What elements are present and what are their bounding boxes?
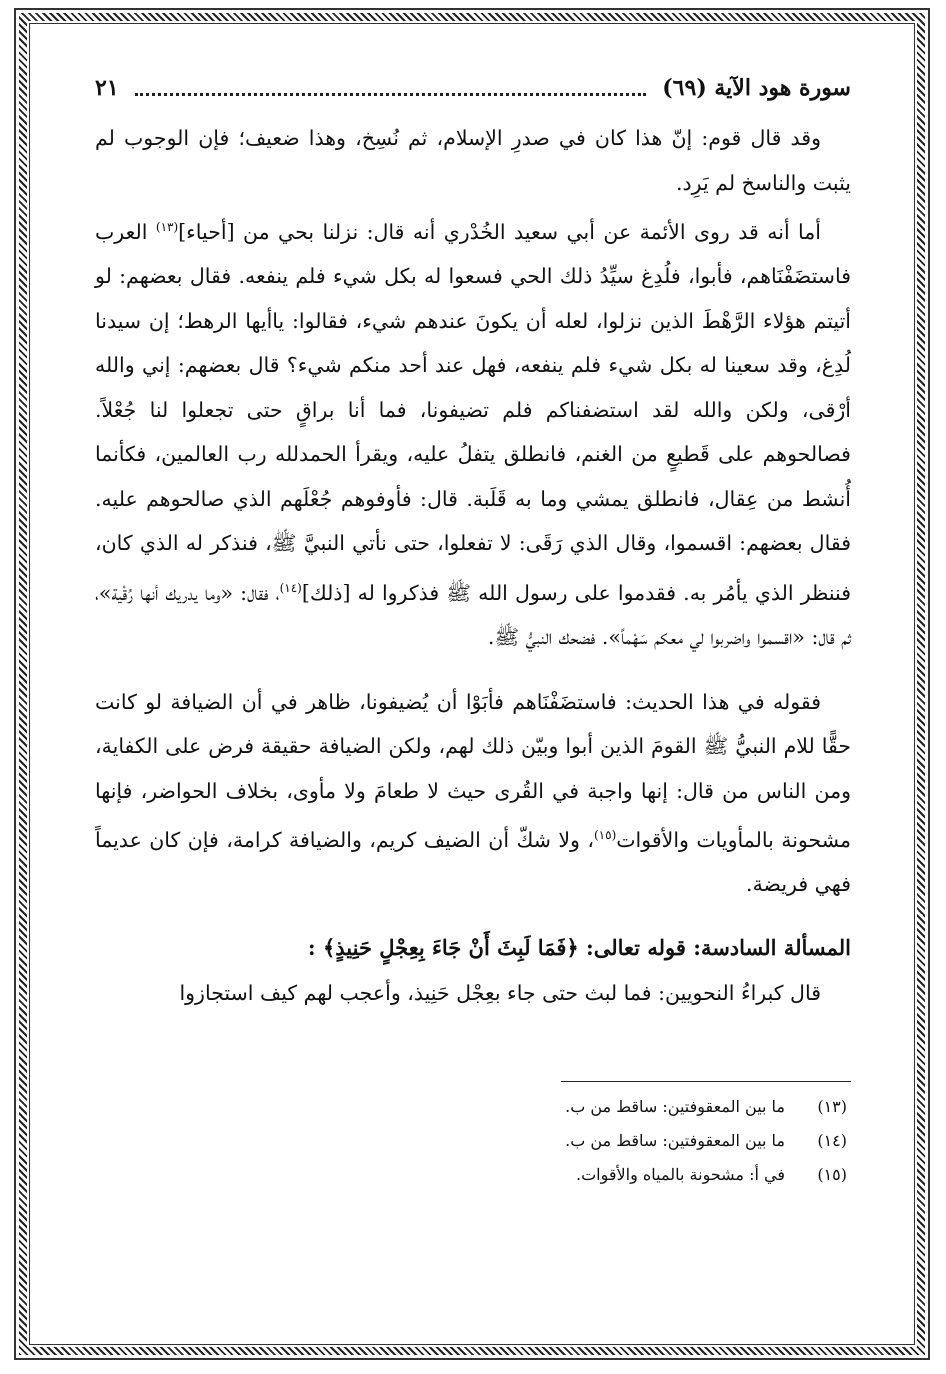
paragraph-2-part-1: أما أنه قد روى الأئمة عن أبي سعيد الخُدْري أنه قال: نزلنا بحي من [أحياء] — [178, 219, 821, 244]
footnote-item — [95, 1124, 851, 1158]
footnote-ref-13[interactable]: (١٣) — [155, 220, 179, 234]
running-title: سورة هود الآية (٦٩) — [662, 75, 851, 101]
footnote-number: (١٤) — [817, 1131, 847, 1151]
footnote-text: في أ: مشحونة بالمياه والأقوات. — [576, 1165, 785, 1185]
footnote-ref-14[interactable]: (١٤) — [279, 580, 302, 595]
footnote-text: ما بين المعقوفتين: ساقط من ب. — [565, 1097, 785, 1117]
page-content — [95, 60, 851, 1192]
quran-verse: ﴿فَمَا لَبِثَ أَنْ جَاءَ بِعِجْلٍ حَنِيذٍ﴾ — [322, 934, 579, 960]
body-text — [95, 116, 851, 1015]
paragraph-4: قال كبراءُ النحويين: فما لبث حتى جاء بعِجْل حَنِيذ، وأعجب لهم كيف استجازوا — [179, 980, 821, 1005]
footnotes — [95, 1090, 851, 1192]
section-heading-colon: : — [307, 934, 316, 960]
page-number: ٢١ — [95, 75, 119, 101]
paragraph-2-part-3: ، فقال: «وما يدريك أنها رُقْية»، ثم قال: «اقسموا واضربوا لي معكم سَهْماً». فضحك النبيُّ ﷺ. — [95, 580, 851, 650]
paragraph-1: وقد قال قوم: إنّ هذا كان في صدرِ الإسلام، ثم نُسِخ، وهذا ضعيف؛ فإن الوجوب لم يثبت والناسخ لم يَرِد. — [95, 126, 851, 195]
footnote-number: (١٥) — [817, 1165, 847, 1185]
section-label: المسألة السادسة: قوله تعالى: — [586, 934, 851, 960]
footnote-item — [95, 1158, 851, 1192]
paragraph-3-part-2: ، ولا شكّ أن الضيف كريم، والضيافة كرامة، فإن كان عديماً فهي فريضة. — [95, 827, 851, 897]
running-header — [95, 60, 851, 116]
footnote-text: ما بين المعقوفتين: ساقط من ب. — [565, 1131, 785, 1151]
footnote-ref-15[interactable]: (١٥) — [593, 828, 617, 843]
paragraph-2 — [95, 205, 851, 660]
section-heading — [95, 925, 851, 971]
paragraph-2-part-2: العرب فاستضَفْنَاهم، فأبوا، فلُدِغ سيِّدُ ذلك الحي فسعوا له بكل شيء فلم ينفعه. فقال بعضهم: لو أتيتم هؤلاء الرَّهْطَ الذين نزلوا، لعله أن يكونَ عندهم شيء، فقالوا: ياأيها الرهط؛ إن سيدنا لُدِغ، وقد سعينا له بكل شيء فلم ينفعه، فهل عند أحد منكم شيء؟ قال بعضهم: إني والله أرْقى، ولكن والله لقد استضفناكم فلم تضيفونا، فما أنا براقٍ حتى تجعلوا لنا جُعْلاً. فصالحوهم على قَطيعٍ من الغنم، فانطلق يتفلُ عليه، ويقرأ الحمدلله رب العالمين، فكأنما أُنشط من عِقال، فانطلق يمشي وما به قَلَبة. قال: فأوفوهم جُعْلَهم الذي صالحوهم عليه. فقال بعضهم: اقسموا، وقال الذي رَقَى: لا تفعلوا، حتى نأتي النبيَّ ﷺ، فنذكر له الذي كان، فننظر الذي يأمُر به. فقدموا على رسول الله ﷺ فذكروا له [ذلك] — [95, 219, 851, 605]
footnote-separator — [561, 1081, 851, 1082]
paragraph-3 — [95, 680, 851, 907]
footnote-item — [95, 1090, 851, 1124]
header-dot-leader — [135, 93, 647, 96]
footnote-number: (١٣) — [817, 1097, 847, 1117]
paragraph-3-part-1: فقوله في هذا الحديث: فاستضَفْنَاهم فأبَوْا أن يُضيفونا، ظاهر في أن الضيافة لو كانت حقًّا للام النبيُّ ﷺ القومَ الذين أبوا وبيّن ذلك لهم، ولكن الضيافة حقيقة فرض على الكفاية، ومن الناس من قال: إنها واجبة في القُرى حيث لا طعامَ ولا مأوى، بخلاف الحواضر، فإنها مشحونة بالمأويات والأقوات — [95, 689, 852, 852]
